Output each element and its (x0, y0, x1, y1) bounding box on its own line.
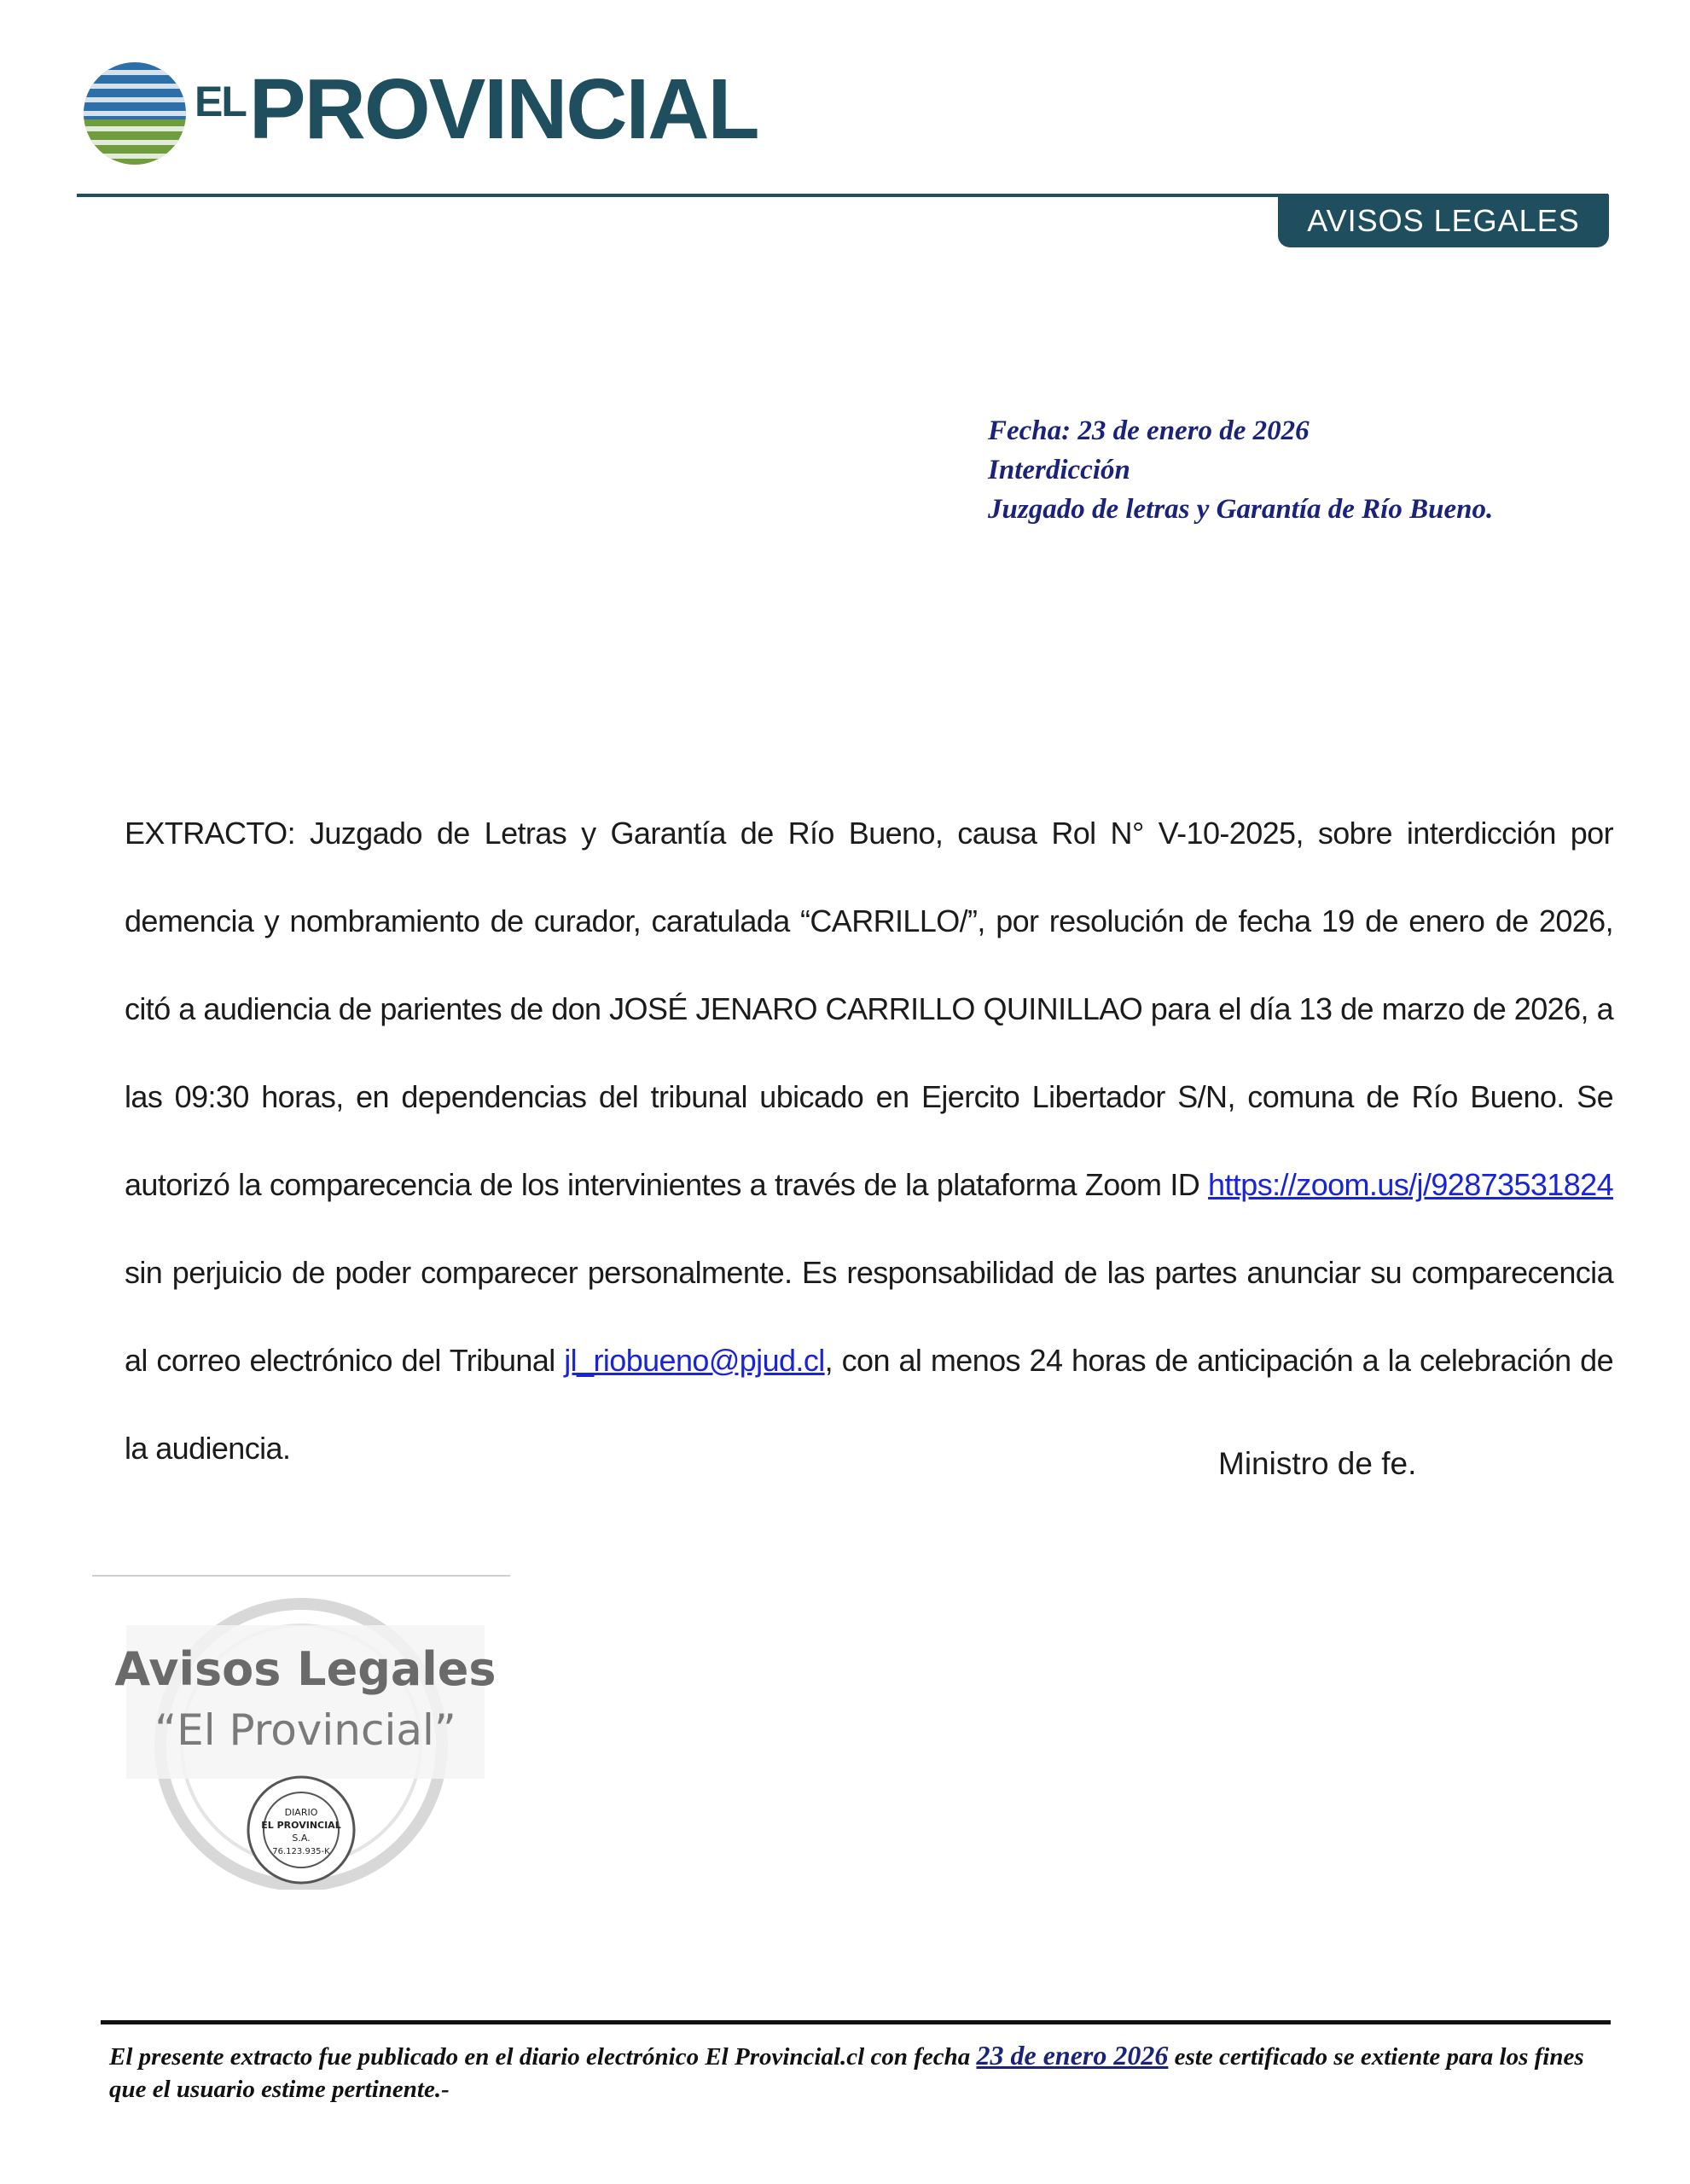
seal-line4: 76.123.935-K (272, 1847, 330, 1856)
zoom-link[interactable]: https://zoom.us/j/92873531824 (1208, 1167, 1613, 1202)
footer-rule (101, 2020, 1611, 2024)
seal-line3: S.A. (292, 1833, 311, 1844)
email-link[interactable]: jl_riobueno@pjud.cl (564, 1343, 825, 1378)
meta-tipo: Interdicción (988, 455, 1130, 485)
meta-juzgado: Juzgado de letras y Garantía de Río Bueno. (988, 494, 1494, 525)
meta-block (988, 411, 1493, 529)
signature: Ministro de fe. (1218, 1446, 1417, 1481)
logo-el: EL (195, 78, 246, 125)
logo-globe-icon (81, 60, 189, 167)
body-part1: EXTRACTO: Juzgado de Letras y Garantía de Río Bueno, causa Rol N° V-10-2025, sobre interdicción por demencia y nombramiento de curador, caratulada “CARRILLO/”, por resolución de fecha 19 de enero de 2026, citó a audiencia de parientes de don JOSÉ JENARO CARRILLO QUINILLAO para el día 13 de marzo de 2026, a las 09:30 horas, en dependencias del tribunal ubicado en Ejercito Libertador S/N, comuna de Río Bueno. Se autorizó la comparecencia de los intervinientes a través de la plataforma Zoom ID (125, 816, 1613, 1202)
section-tab: AVISOS LEGALES (1278, 195, 1609, 247)
legal-stamp (92, 1574, 510, 1890)
body-part3: , con al menos 24 horas de anticipación a la celebración de la audiencia. (125, 1343, 1614, 1466)
logo-wordmark (195, 61, 758, 157)
logo-name: PROVINCIAL (248, 61, 758, 157)
footer-certificate (109, 2039, 1611, 2106)
seal-line2: EL PROVINCIAL (261, 1820, 341, 1831)
body-part2: sin perjuicio de poder comparecer personalmente. Es responsabilidad de las partes anunciar su comparecencia al correo electrónico del Tribunal (125, 1255, 1613, 1378)
extract-body (125, 789, 1613, 1492)
footer-date: 23 de enero 2026 (976, 2040, 1169, 2071)
meta-fecha: Fecha: 23 de enero de 2026 (988, 415, 1310, 446)
footer-text2: este certificado se extiente para los fines que el usuario estime pertinente.- (109, 2043, 1584, 2103)
stamp-line2: “El Provincial” (154, 1705, 456, 1755)
stamp-line1: Avisos Legales (114, 1642, 497, 1696)
seal-line1: DIARIO (284, 1807, 318, 1818)
footer-text1: El presente extracto fue publicado en el diario electrónico El Provincial.cl con fecha (109, 2043, 977, 2071)
